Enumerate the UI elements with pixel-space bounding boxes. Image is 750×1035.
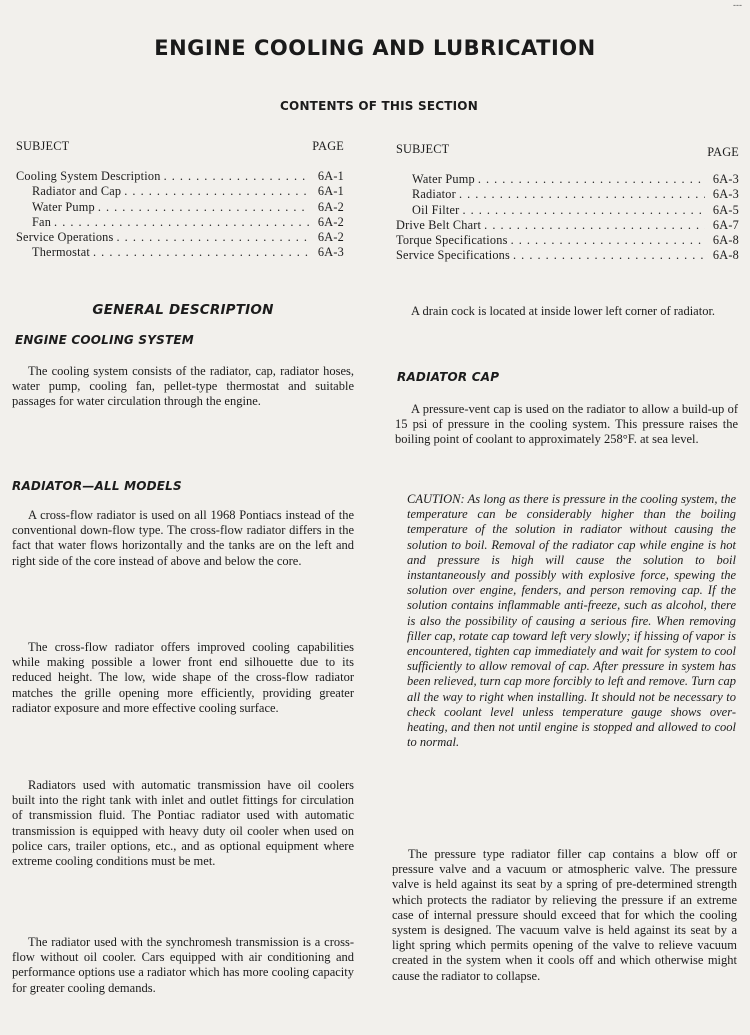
contents-heading: CONTENTS OF THIS SECTION — [280, 99, 478, 113]
filler-cap-paragraph: The pressure type radiator filler cap contains a blow off or pressure valve and a vacuum or atmospheric valve. The pressure valve is held against its seat by a spring of pre-determined strength which protects the radiator by relieving the pressure if an extreme case of internal pressure should exceed that for which the cooling system is designed. The vacuum valve is held against its seat by a light spring which permits opening of the valve to relieve vacuum created in the system when it cools off and which otherwise might cause the radiator to collapse. — [392, 847, 737, 983]
toc-entry — [16, 245, 344, 260]
toc-entry-label: Water Pump — [32, 199, 95, 214]
page-number: --- — [733, 0, 742, 10]
section-title: ENGINE COOLING AND LUBRICATION — [154, 36, 596, 60]
radiator-cap-heading: RADIATOR CAP — [397, 370, 500, 384]
toc-entry — [396, 203, 739, 218]
radiator-cap-paragraph: A pressure-vent cap is used on the radiator to allow a build-up of 15 psi of pressure in the cooling system. This pressure raises the boiling point of coolant to approximately 258°F. at sea level. — [395, 402, 738, 447]
toc-left — [16, 139, 344, 261]
toc-entry-page: 6A-5 — [712, 202, 739, 217]
toc-entry — [16, 215, 344, 230]
toc-entry — [396, 248, 739, 263]
toc-leader-dots — [481, 218, 705, 233]
toc-entry-page: 6A-2 — [317, 214, 344, 229]
toc-entry-label: Fan — [32, 214, 52, 229]
toc-leader-dots — [459, 203, 704, 218]
toc-entry-page: 6A-3 — [317, 245, 344, 260]
toc-entry — [16, 169, 344, 184]
toc-entry-page: 6A-7 — [712, 217, 739, 232]
general-description-heading: GENERAL DESCRIPTION — [92, 302, 274, 318]
toc-leader-dots — [51, 215, 310, 230]
toc-entry — [396, 218, 739, 233]
toc-leader-dots — [510, 248, 705, 263]
toc-leader-dots — [508, 233, 705, 248]
toc-leader-dots — [95, 200, 310, 215]
toc-entry-label: Torque Specifications — [396, 233, 508, 248]
radiator-heading: RADIATOR—ALL MODELS — [12, 479, 182, 493]
caution-paragraph: CAUTION: As long as there is pressure in the cooling system, the temperature can be considerably higher than the boiling temperature of the solution in radiator without causing the solution to boil. Removal of the radiator cap while engine is hot and pressure is high will cause the solution to boil instantaneously and possibly with explosive force, spewing the solution over engine, fenders, and person removing cap. If the solution contains inflammable anti-freeze, such as alcohol, there is also the possibility of causing a serious fire. When removing filler cap, rotate cap toward left very slowly; if hissing of vapor is encountered, tighten cap immediately and wait for system to cool sufficiently to allow removal of cap. After pressure in system has been relieved, turn cap more forcibly to left and remove. Turn cap all the way to right when installing. It should not be necessary to check coolant level unless temperature gauge shows over-heating, and then not until engine is stopped and allowed to cool to normal. — [407, 492, 736, 750]
toc-entry-page: 6A-2 — [317, 230, 344, 245]
engine-cooling-paragraph: The cooling system consists of the radiator, cap, radiator hoses, water pump, cooling fan, pellet-type thermostat and suitable passages for water circulation through the engine. — [12, 364, 354, 409]
toc-leader-dots — [161, 169, 310, 184]
toc-entry — [16, 230, 344, 245]
toc-entry — [16, 184, 344, 199]
radiator-paragraph-1: A cross-flow radiator is used on all 1968 Pontiacs instead of the conventional down-flow type. The cross-flow radiator differs in the fact that water flows horizontally and the tanks are on the left and right side of the core instead of above and below the core. — [12, 508, 354, 568]
toc-subject-label: SUBJECT — [396, 142, 450, 156]
toc-leader-dots — [90, 245, 310, 260]
toc-entry-label: Radiator and Cap — [32, 184, 122, 199]
toc-leader-dots — [114, 230, 310, 245]
toc-entry-page: 6A-2 — [317, 199, 344, 214]
toc-entry-page: 6A-1 — [317, 184, 344, 199]
toc-page-label: PAGE — [312, 139, 344, 153]
toc-entry-label: Oil Filter — [412, 202, 460, 217]
toc-leader-dots — [475, 172, 705, 187]
toc-leader-dots — [121, 184, 310, 199]
radiator-paragraph-3: Radiators used with automatic transmission have oil coolers built into the right tank with inlet and outlet fittings for circulation of transmission fluid. The Pontiac radiator used with automatic transmission is equipped with heavy duty oil cooler when used on police cars, trailer options, etc., and as optional equipment where extreme cooling conditions must be met. — [12, 778, 354, 869]
toc-entry — [396, 187, 739, 202]
toc-entry-label: Thermostat — [32, 245, 91, 260]
toc-entry-label: Service Specifications — [396, 248, 511, 263]
toc-entry — [396, 233, 739, 248]
toc-entry-page: 6A-3 — [712, 172, 739, 186]
toc-right-rows — [396, 172, 739, 264]
toc-left-rows — [16, 169, 344, 261]
toc-entry-page: 6A-1 — [317, 169, 344, 183]
toc-entry-label: Radiator — [412, 187, 456, 202]
toc-entry-label: Drive Belt Chart — [396, 217, 482, 232]
toc-entry-label: Water Pump — [412, 172, 475, 186]
toc-left-header — [16, 139, 344, 169]
toc-right — [396, 142, 739, 264]
toc-entry — [396, 172, 739, 187]
toc-entry-label: Service Operations — [16, 230, 114, 245]
drain-cock-paragraph: A drain cock is located at inside lower left corner of radiator. — [411, 304, 716, 318]
radiator-paragraph-4: The radiator used with the synchromesh transmission is a cross-flow without oil cooler. Cars equipped with air conditioning and performance options use a radiator which has more cooling capacity for greater cooling demands. — [12, 935, 354, 995]
toc-leader-dots — [456, 187, 705, 202]
toc-entry-page: 6A-8 — [712, 248, 739, 263]
toc-right-header — [396, 142, 739, 172]
toc-entry-page: 6A-3 — [712, 187, 739, 202]
toc-subject-label: SUBJECT — [16, 139, 70, 153]
toc-page-label: PAGE — [707, 145, 739, 159]
radiator-paragraph-2: The cross-flow radiator offers improved cooling capabilities while making possible a lower front end silhouette due to its reduced height. The low, wide shape of the cross-flow radiator matches the grille opening more efficiently, providing greater radiator exposure and more effective cooling surface. — [12, 640, 354, 715]
toc-entry — [16, 200, 344, 215]
toc-entry-label: Cooling System Description — [16, 169, 161, 183]
toc-entry-page: 6A-8 — [712, 233, 739, 248]
engine-cooling-heading: ENGINE COOLING SYSTEM — [15, 333, 194, 347]
